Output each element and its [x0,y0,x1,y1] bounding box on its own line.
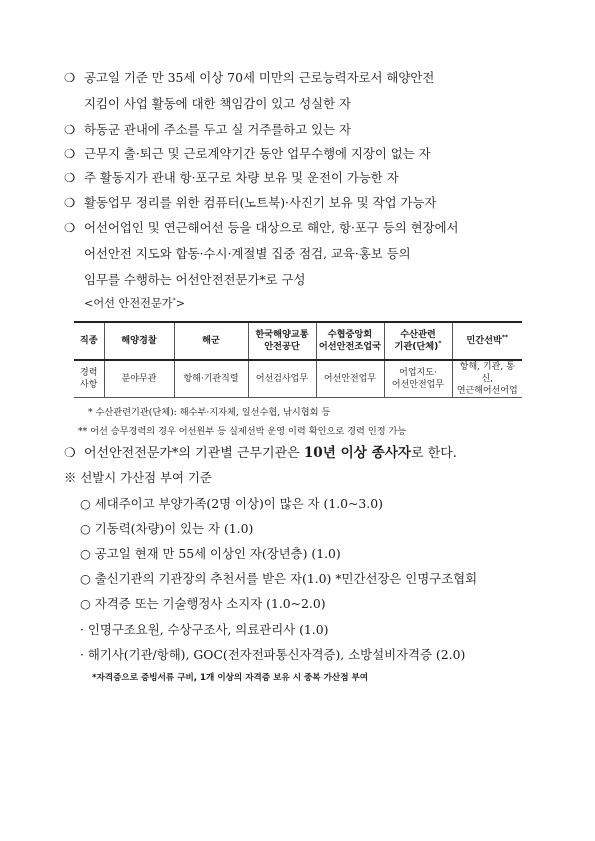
table-caption: <어선 안전전문가*> [84,297,185,310]
bonus-title: ※ 선발시 가산점 부여 기준 [64,470,212,485]
bonus-item: ○ 출신기관의 기관장의 추천서를 받은 자(1.0) *민간선장은 인명구조협회 [80,571,478,586]
circle-bullet-icon: ❍ [64,170,76,185]
table-header-cell: 수협중앙회 어선안전조업국 [316,322,384,360]
bullet-item: ❍ 하동군 관내에 주소를 두고 실 거주를하고 있는 자 [64,122,351,137]
table-header-cell: 해군 [174,322,248,360]
table-cell: 분야무관 [104,360,174,398]
footnote: ** 어선 승무경력의 경우 어선원부 등 실제선박 운영 이력 확인으로 경력 인정 가능 [78,426,407,437]
table-row-label: 경력 사항 [74,360,104,398]
bonus-item: ○ 공고일 현재 만 55세 이상인 자(장년층) (1.0) [80,546,341,561]
bonus-item: ○ 자격증 또는 기술행정사 소지자 (1.0~2.0) [80,596,326,611]
final-note: *자격증으로 증빙서류 구비, 1개 이상의 자격증 보유 시 중복 가산점 부여 [92,673,369,683]
circle-bullet-icon: ❍ [64,122,76,137]
table-row [74,360,522,398]
bullet-item: ❍ 근무지 출·퇴근 및 근로계약기간 동안 업무수행에 지장이 없는 자 [64,146,431,161]
circle-bullet-icon: ❍ [64,220,76,235]
bullet-item: ❍ 어선어업인 및 연근해어선 등을 대상으로 해안, 항·포구 등의 현장에서 [64,220,459,235]
circle-bullet-icon: ❍ [64,195,76,210]
license-item: · 해기사(기관/항해), GOC(전자전파통신자격증), 소방설비자격증 (2.0) [80,647,466,662]
table-cell: 어선검사업무 [248,360,316,398]
table-cell: 어업지도· 어선안전업무 [384,360,452,398]
table-header-cell: 한국해양교통 안전공단 [248,322,316,360]
table-header-cell: 직종 [74,322,104,360]
career-emphasis: 10년 이상 종사자 [303,445,411,461]
circle-bullet-icon: ❍ [64,446,76,461]
career-requirement: ❍ 어선안전전문가*의 기관별 근무기관은 10년 이상 종사자로 한다. [64,445,457,461]
footnote: * 수산관련기관(단체): 해수부·지자체, 일선수협, 낚시협회 등 [88,407,331,418]
table-cell: 항해·기관직렬 [174,360,248,398]
table-header-cell: 민간선박** [452,322,522,360]
circle-bullet-icon: ❍ [64,70,76,85]
circle-bullet-icon: ❍ [64,146,76,161]
table-cell: 어선안전업무 [316,360,384,398]
license-item: · 인명구조요원, 수상구조사, 의료관리사 (1.0) [80,622,329,637]
bonus-item: ○ 기동력(차량)이 있는 자 (1.0) [80,521,254,536]
bullet-item-continuation: 임무를 수행하는 어선안전전문가*로 구성 [84,272,306,287]
expert-role-table [74,321,522,398]
table-cell: 항해, 기관, 통신, 연근해어선어업 [452,360,522,398]
table-header-row [74,322,522,360]
bullet-item: ❍ 공고일 기준 만 35세 이상 70세 미만의 근로능력자로서 해양안전 [64,70,435,85]
table-header-cell: 해양경찰 [104,322,174,360]
table-header-cell: 수산관련 기관(단체)* [384,322,452,360]
bullet-item: ❍ 활동업무 정리를 위한 컴퓨터(노트북)·사진기 보유 및 작업 가능자 [64,195,437,210]
bonus-item: ○ 세대주이고 부양가족(2명 이상)이 많은 자 (1.0~3.0) [80,496,383,511]
bullet-item: ❍ 주 활동지가 관내 항·포구로 차량 보유 및 운전이 가능한 자 [64,170,399,185]
bullet-item-continuation: 지킴이 사업 활동에 대한 책임감이 있고 성실한 자 [84,96,351,111]
bullet-item-continuation: 어선안전 지도와 합동·수시·계절별 집중 점검, 교육·홍보 등의 [84,246,411,261]
